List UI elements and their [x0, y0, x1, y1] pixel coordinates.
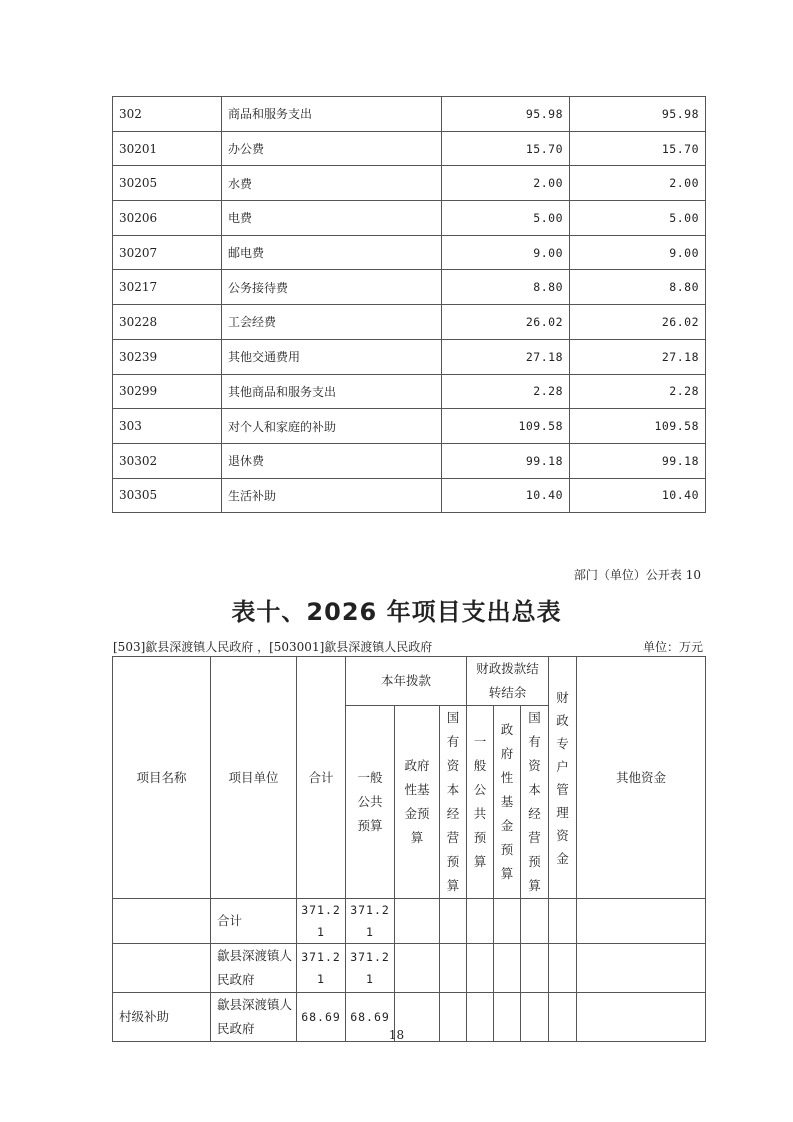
- expense-code: 30201: [113, 131, 222, 166]
- page-title: 表十、2026 年项目支出总表: [231, 598, 562, 626]
- expense-name: 商品和服务支出: [222, 97, 442, 132]
- empty-cell: [440, 899, 467, 944]
- expense-code: 30205: [113, 166, 222, 201]
- table-row: [113, 443, 706, 478]
- table-row: [113, 305, 706, 340]
- empty-cell: [440, 944, 467, 993]
- empty-cell: [549, 944, 577, 993]
- empty-cell: [395, 899, 440, 944]
- expense-value-2: 8.80: [570, 270, 706, 305]
- project-unit: 合计: [211, 899, 297, 944]
- empty-cell: [577, 899, 706, 944]
- table-row: [113, 944, 706, 993]
- expense-name: 对个人和家庭的补助: [222, 409, 442, 444]
- expense-code: 30228: [113, 305, 222, 340]
- header-special-account: 财政专户管理资金: [549, 657, 577, 899]
- expense-value-2: 5.00: [570, 201, 706, 236]
- expense-code: 303: [113, 409, 222, 444]
- project-name: 村级补助: [113, 993, 211, 1042]
- expense-code: 30239: [113, 339, 222, 374]
- header-co-gov-fund: 政府性基金预算: [494, 706, 521, 899]
- expense-code: 30207: [113, 235, 222, 270]
- table-row: [113, 409, 706, 444]
- expense-value: 2.00: [442, 166, 570, 201]
- empty-cell: [395, 944, 440, 993]
- project-name: [113, 899, 211, 944]
- table-row: [113, 270, 706, 305]
- expense-value-2: 26.02: [570, 305, 706, 340]
- dept-line: [113, 638, 703, 655]
- empty-cell: [521, 899, 549, 944]
- header-gov-fund: 政府性基金预算: [395, 706, 440, 899]
- empty-cell: [467, 899, 494, 944]
- expense-code: 30305: [113, 478, 222, 513]
- project-total: 371.21: [297, 944, 346, 993]
- expense-value: 99.18: [442, 443, 570, 478]
- expense-value-2: 15.70: [570, 131, 706, 166]
- table-row: [113, 478, 706, 513]
- table-row: [113, 374, 706, 409]
- unit-label: 单位：万元: [642, 640, 703, 654]
- header-other-funds: 其他资金: [577, 657, 706, 899]
- expense-value-2: 10.40: [570, 478, 706, 513]
- expense-code: 30206: [113, 201, 222, 236]
- expense-table: [112, 96, 706, 513]
- table-row: [113, 899, 706, 944]
- expense-name: 其他商品和服务支出: [222, 374, 442, 409]
- expense-value: 26.02: [442, 305, 570, 340]
- project-name: [113, 944, 211, 993]
- table-row: [113, 97, 706, 132]
- expense-code: 30302: [113, 443, 222, 478]
- table-row: [113, 235, 706, 270]
- page-number: 18: [388, 1028, 405, 1042]
- expense-name: 工会经费: [222, 305, 442, 340]
- empty-cell: [494, 944, 521, 993]
- expense-value-2: 99.18: [570, 443, 706, 478]
- expense-value-2: 95.98: [570, 97, 706, 132]
- expense-code: 302: [113, 97, 222, 132]
- expense-value: 27.18: [442, 339, 570, 374]
- empty-cell: [467, 944, 494, 993]
- table-row: [113, 339, 706, 374]
- table-row: [113, 131, 706, 166]
- project-total: 68.69: [297, 993, 346, 1042]
- project-unit: 歙县深渡镇人民政府: [211, 993, 297, 1042]
- header-general-budget: 一般公共预算: [346, 706, 395, 899]
- header-carryover: 财政拨款结转结余: [467, 657, 549, 706]
- expense-value: 9.00: [442, 235, 570, 270]
- table-row: [113, 201, 706, 236]
- expense-code: 30217: [113, 270, 222, 305]
- header-state-capital: 国有资本经营预算: [440, 706, 467, 899]
- expense-value-2: 2.28: [570, 374, 706, 409]
- header-current-year: 本年拨款: [346, 657, 467, 706]
- header-project-unit: 项目单位: [211, 657, 297, 899]
- expense-name: 生活补助: [222, 478, 442, 513]
- project-unit: 歙县深渡镇人民政府: [211, 944, 297, 993]
- expense-name: 其他交通费用: [222, 339, 442, 374]
- project-general-budget: 371.21: [346, 899, 395, 944]
- project-table: [112, 656, 706, 1042]
- table-row: [113, 166, 706, 201]
- expense-value: 109.58: [442, 409, 570, 444]
- expense-value-2: 9.00: [570, 235, 706, 270]
- expense-name: 公务接待费: [222, 270, 442, 305]
- header-project-name: 项目名称: [113, 657, 211, 899]
- expense-name: 水费: [222, 166, 442, 201]
- expense-value: 2.28: [442, 374, 570, 409]
- expense-value: 8.80: [442, 270, 570, 305]
- expense-value-2: 109.58: [570, 409, 706, 444]
- project-general-budget: 68.69: [346, 993, 395, 1042]
- header-total: 合计: [297, 657, 346, 899]
- table-tag: 部门（单位）公开表 10: [573, 568, 701, 582]
- empty-cell: [494, 899, 521, 944]
- expense-value: 5.00: [442, 201, 570, 236]
- expense-value: 10.40: [442, 478, 570, 513]
- expense-value-2: 2.00: [570, 166, 706, 201]
- header-co-general: 一般公共预算: [467, 706, 494, 899]
- expense-name: 邮电费: [222, 235, 442, 270]
- expense-name: 办公费: [222, 131, 442, 166]
- expense-name: 电费: [222, 201, 442, 236]
- expense-name: 退休费: [222, 443, 442, 478]
- empty-cell: [577, 944, 706, 993]
- project-total: 371.21: [297, 899, 346, 944]
- empty-cell: [521, 944, 549, 993]
- header-co-state-capital: 国有资本经营预算: [521, 706, 549, 899]
- project-general-budget: 371.21: [346, 944, 395, 993]
- expense-code: 30299: [113, 374, 222, 409]
- expense-value-2: 27.18: [570, 339, 706, 374]
- dept-name: [503]歙县深渡镇人民政府 ，[503001]歙县深渡镇人民政府: [113, 640, 433, 654]
- expense-value: 95.98: [442, 97, 570, 132]
- empty-cell: [549, 899, 577, 944]
- expense-value: 15.70: [442, 131, 570, 166]
